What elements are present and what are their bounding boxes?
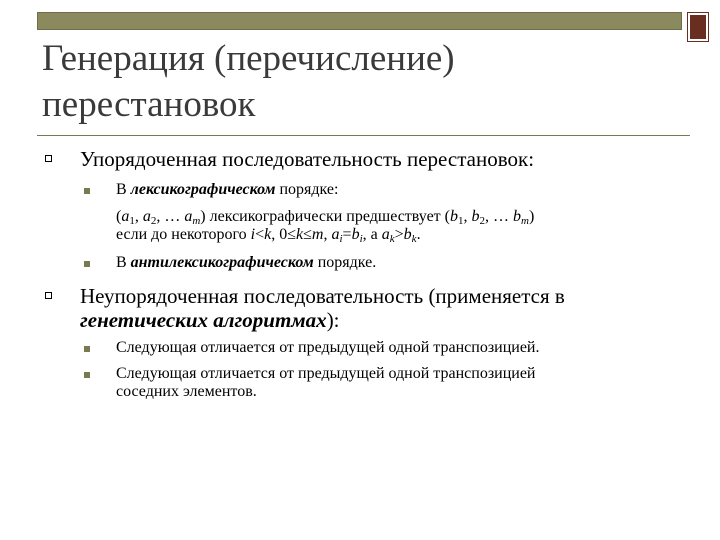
filled-square-bullet-icon (84, 372, 90, 378)
title-line-2: перестановок (42, 84, 256, 125)
sub-bullet-adjacent-line1: Следующая отличается от предыдущей одной транспозицией (116, 365, 536, 382)
def-cond-pre: если до некоторого (116, 226, 251, 243)
lex-definition (116, 208, 706, 244)
def-k: k (264, 226, 272, 243)
bullet-2-post: ): (326, 308, 340, 332)
sub-bullet-antilex-em: антилексикографическом (130, 254, 314, 271)
slide-title (42, 36, 682, 128)
def-subk: k (389, 233, 395, 245)
header-bar (37, 12, 682, 30)
sub-bullet-antilex-post: порядке. (313, 254, 377, 271)
square-bullet-icon (45, 292, 52, 299)
def-paren: ( (116, 208, 122, 225)
def-b1: b (450, 208, 458, 225)
sub-bullet-lex (116, 181, 338, 199)
def-sub2: 2 (150, 215, 157, 227)
def-comma1: , (134, 208, 143, 225)
filled-square-bullet-icon (84, 261, 90, 267)
def-a1: a (121, 208, 130, 225)
def-bk: b (403, 226, 412, 243)
def-eq: = (342, 226, 352, 243)
square-bullet-icon (45, 155, 52, 162)
filled-square-bullet-icon (84, 188, 90, 194)
def-close: ) (528, 208, 535, 225)
sub-bullet-antilex (116, 254, 376, 272)
def-ai: a (331, 226, 340, 243)
def-bm: b (513, 208, 521, 225)
def-lt: < (255, 226, 265, 243)
def-subi: i (339, 233, 343, 245)
def-k2: k (296, 226, 304, 243)
def-bsubi: i (359, 233, 363, 245)
def-le: ≤ (303, 226, 312, 243)
def-b2: b (471, 208, 480, 225)
def-comma2: , (323, 226, 332, 243)
title-divider (37, 135, 690, 136)
def-bsub1: 1 (458, 215, 464, 227)
bullet-2-em: генетических алгоритмах (80, 308, 327, 332)
def-gt: > (394, 226, 404, 243)
sub-bullet-adjacent-line2: соседних элементов. (116, 383, 257, 400)
title-line-1: Генерация (перечисление) (42, 38, 455, 79)
def-and: , а (362, 226, 382, 243)
def-mid: ) лексикографически предшествует ( (200, 208, 450, 225)
def-bsub2: 2 (479, 215, 485, 227)
bullet-1-text: Упорядоченная последовательность перестановок: (80, 147, 535, 171)
def-subm: m (192, 215, 201, 227)
def-bcomma1: , (463, 208, 472, 225)
bullet-2-text (80, 284, 700, 332)
sub-bullet-lex-em: лексикографическом (130, 181, 276, 198)
def-dot: . (416, 226, 421, 243)
def-bsubm: m (521, 215, 529, 227)
def-i: i (250, 226, 256, 243)
sub-bullet-antilex-pre: В (116, 254, 131, 271)
sub-bullet-adjacent (116, 365, 536, 401)
def-m: m (311, 226, 324, 243)
corner-accent (688, 13, 708, 41)
def-bsubk: k (411, 233, 417, 245)
def-bellipsis: , … (485, 208, 513, 225)
def-bi: b (351, 226, 360, 243)
sub-bullet-transposition: Следующая отличается от предыдущей одной транспозицией. (116, 339, 540, 356)
def-ellipsis1: , … (156, 208, 185, 225)
def-range: , 0≤ (271, 226, 297, 243)
def-am: a (184, 208, 193, 225)
sub-bullet-lex-post: порядке: (275, 181, 339, 198)
filled-square-bullet-icon (84, 346, 90, 352)
def-sub1: 1 (129, 215, 135, 227)
bullet-2-line1: Неупорядоченная последовательность (применяется в (80, 284, 565, 308)
def-ak: a (381, 226, 390, 243)
def-a2: a (142, 208, 151, 225)
sub-bullet-lex-pre: В (116, 181, 131, 198)
